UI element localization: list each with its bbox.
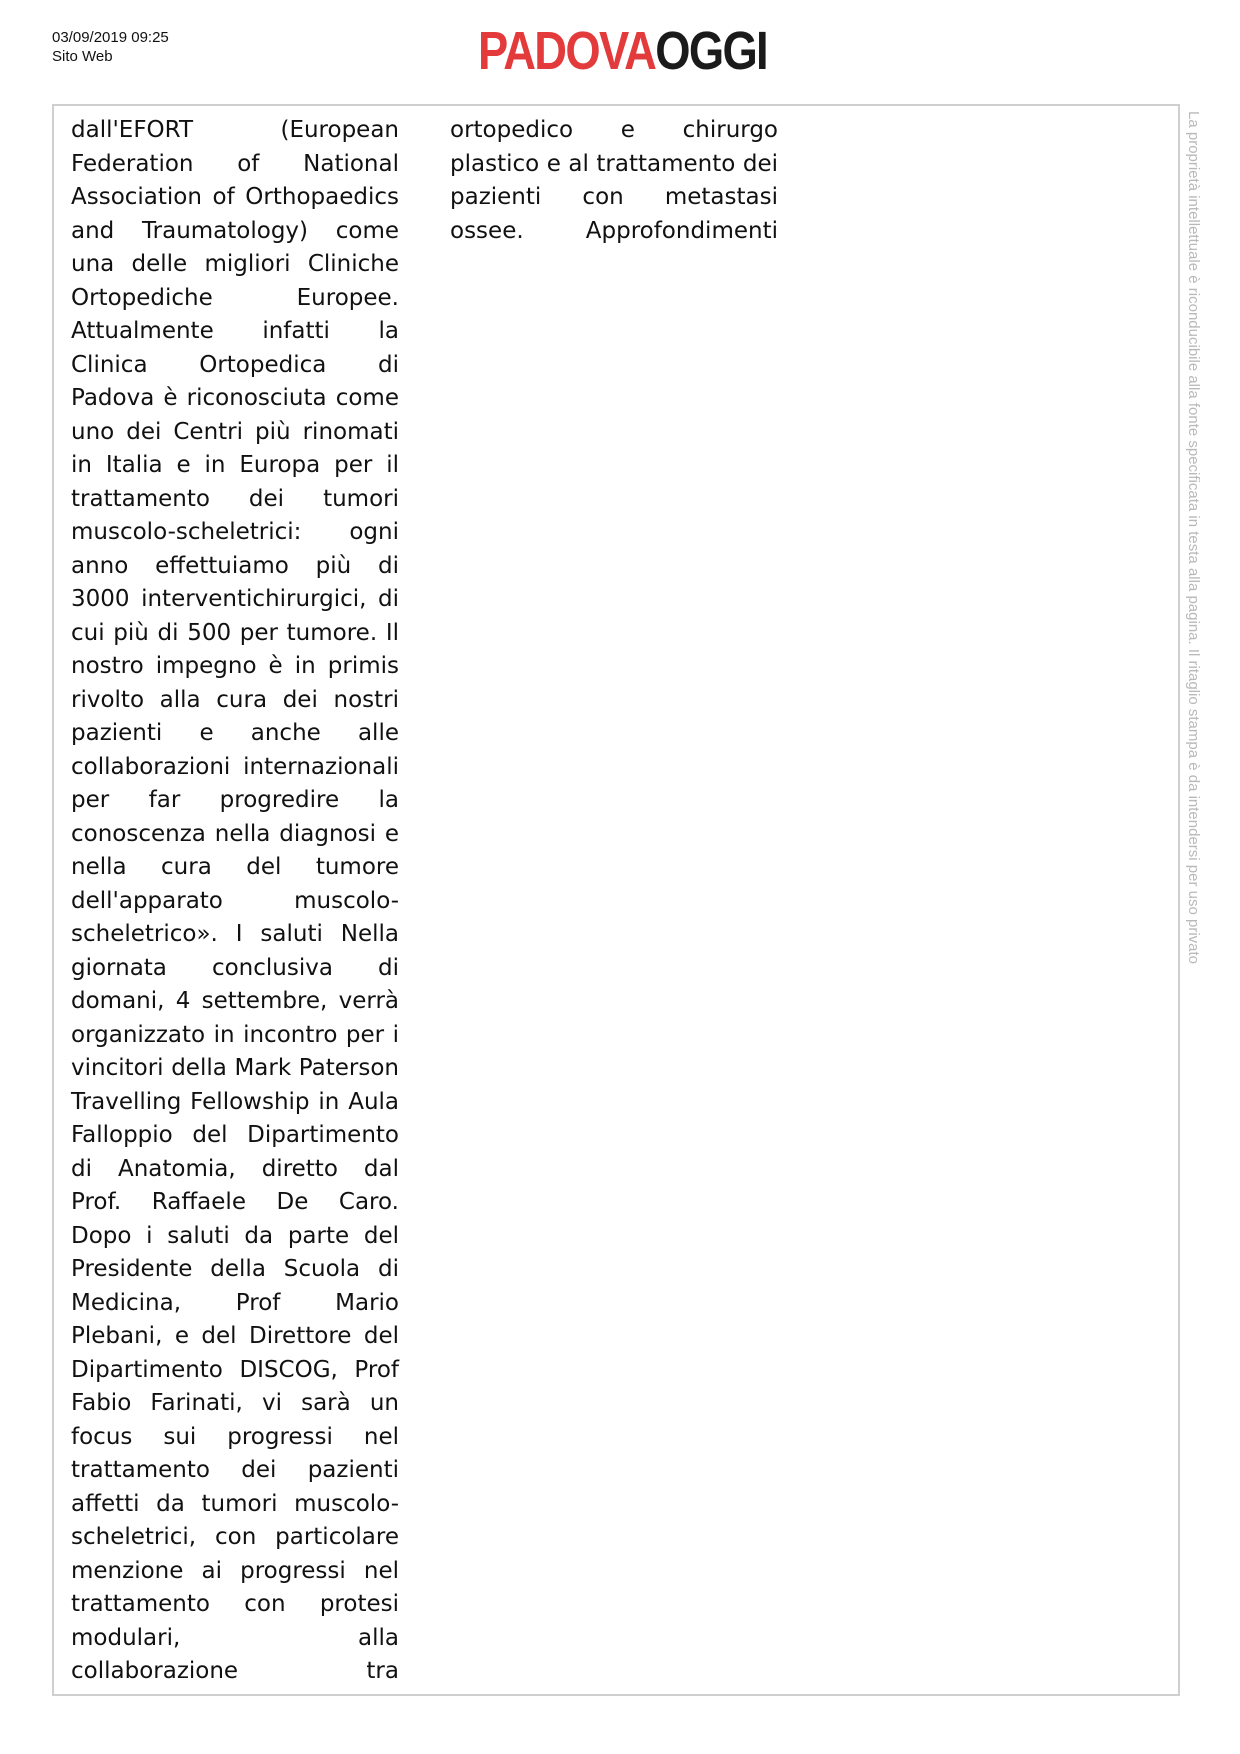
article-line: collaborazioni internazionali (71, 753, 399, 780)
article-line: menzione ai progressi nel (71, 1557, 399, 1584)
article-line: ossee. Approfondimenti (450, 217, 778, 244)
article-line: pazienti e anche alle (71, 720, 399, 746)
article-line: Association of Orthopaedics (71, 184, 399, 210)
article-line: dall'EFORT (European (71, 117, 399, 143)
article-line: Presidente della Scuola di (71, 1256, 399, 1282)
article-line: Ortopediche Europee. (71, 284, 399, 311)
article-line: Medicina, Prof Mario (71, 1289, 399, 1316)
article-line: pazienti con metastasi (450, 184, 778, 210)
article-line: Plebani, e del Direttore del (71, 1323, 399, 1349)
article-column-2 (450, 114, 778, 248)
article-line: muscolo-scheletrici: ogni (71, 519, 399, 545)
article-line: dell'apparato muscolo- (71, 887, 399, 914)
clipping-source-type: Sito Web (52, 48, 113, 65)
article-line: modulari, alla (71, 1624, 399, 1651)
article-line: Prof. Raffaele De Caro. (71, 1189, 399, 1215)
article-line: trattamento dei pazienti (71, 1457, 399, 1483)
article-line: una delle migliori Cliniche (71, 251, 399, 277)
clipping-date: 03/09/2019 09:25 (52, 29, 169, 46)
article-line: per far progredire la (71, 787, 399, 813)
clipping-meta (52, 28, 169, 66)
article-line: 3000 interventichirurgici, di (71, 586, 399, 612)
padovaoggi-logo (478, 22, 767, 80)
article-line: uno dei Centri più rinomati (71, 418, 399, 445)
article-line: trattamento dei tumori (71, 485, 399, 512)
logo-text-oggi: OGGI (655, 21, 767, 81)
article-line: rivolto alla cura dei nostri (71, 686, 399, 713)
article-line: giornata conclusiva di (71, 954, 399, 981)
article-line: Fabio Farinati, vi sarà un (71, 1390, 399, 1416)
copyright-notice (1183, 111, 1207, 1171)
article-line: scheletrici, con particolare (71, 1524, 399, 1550)
article-line: Dopo i saluti da parte del (71, 1222, 399, 1249)
article-line: affetti da tumori muscolo- (71, 1490, 399, 1517)
article-line: focus sui progressi nel (71, 1423, 399, 1450)
article-line: plastico e al trattamento dei (450, 150, 778, 177)
article-line: Attualmente infatti la (71, 318, 399, 344)
article-line: and Traumatology) come (71, 217, 399, 244)
article-line: nostro impegno è in primis (71, 653, 399, 679)
article-line: nella cura del tumore (71, 854, 399, 880)
article-line: Dipartimento DISCOG, Prof (71, 1356, 399, 1383)
article-line: trattamento con protesi (71, 1591, 399, 1617)
article-line: anno effettuiamo più di (71, 552, 399, 579)
article-line: Travelling Fellowship in Aula (71, 1088, 399, 1115)
article-line: Clinica Ortopedica di (71, 351, 399, 378)
article-line: Falloppio del Dipartimento (71, 1122, 399, 1148)
copyright-notice-text: La proprietà intellettuale è riconducibile alla fonte specificata in testa alla pagina. Il ritaglio stampa è da intendersi per uso privato (1185, 111, 1202, 965)
article-line: scheletrico». I saluti Nella (71, 921, 399, 947)
article-line: ortopedico e chirurgo (450, 117, 778, 143)
article-column-1 (71, 114, 399, 1689)
article-line: organizzato in incontro per i (71, 1021, 399, 1048)
logo-text-padova: PADOVA (478, 21, 656, 81)
article-line: conoscenza nella diagnosi e (71, 820, 399, 847)
article-line: cui più di 500 per tumore. Il (71, 619, 399, 646)
article-line: collaborazione tra (71, 1658, 399, 1684)
article-line: Padova è riconosciuta come (71, 385, 399, 411)
article-line: di Anatomia, diretto dal (71, 1155, 399, 1182)
article-line: in Italia e in Europa per il (71, 452, 399, 478)
article-line: Federation of National (71, 150, 399, 177)
article-line: vincitori della Mark Paterson (71, 1055, 399, 1081)
article-line: domani, 4 settembre, verrà (71, 988, 399, 1014)
